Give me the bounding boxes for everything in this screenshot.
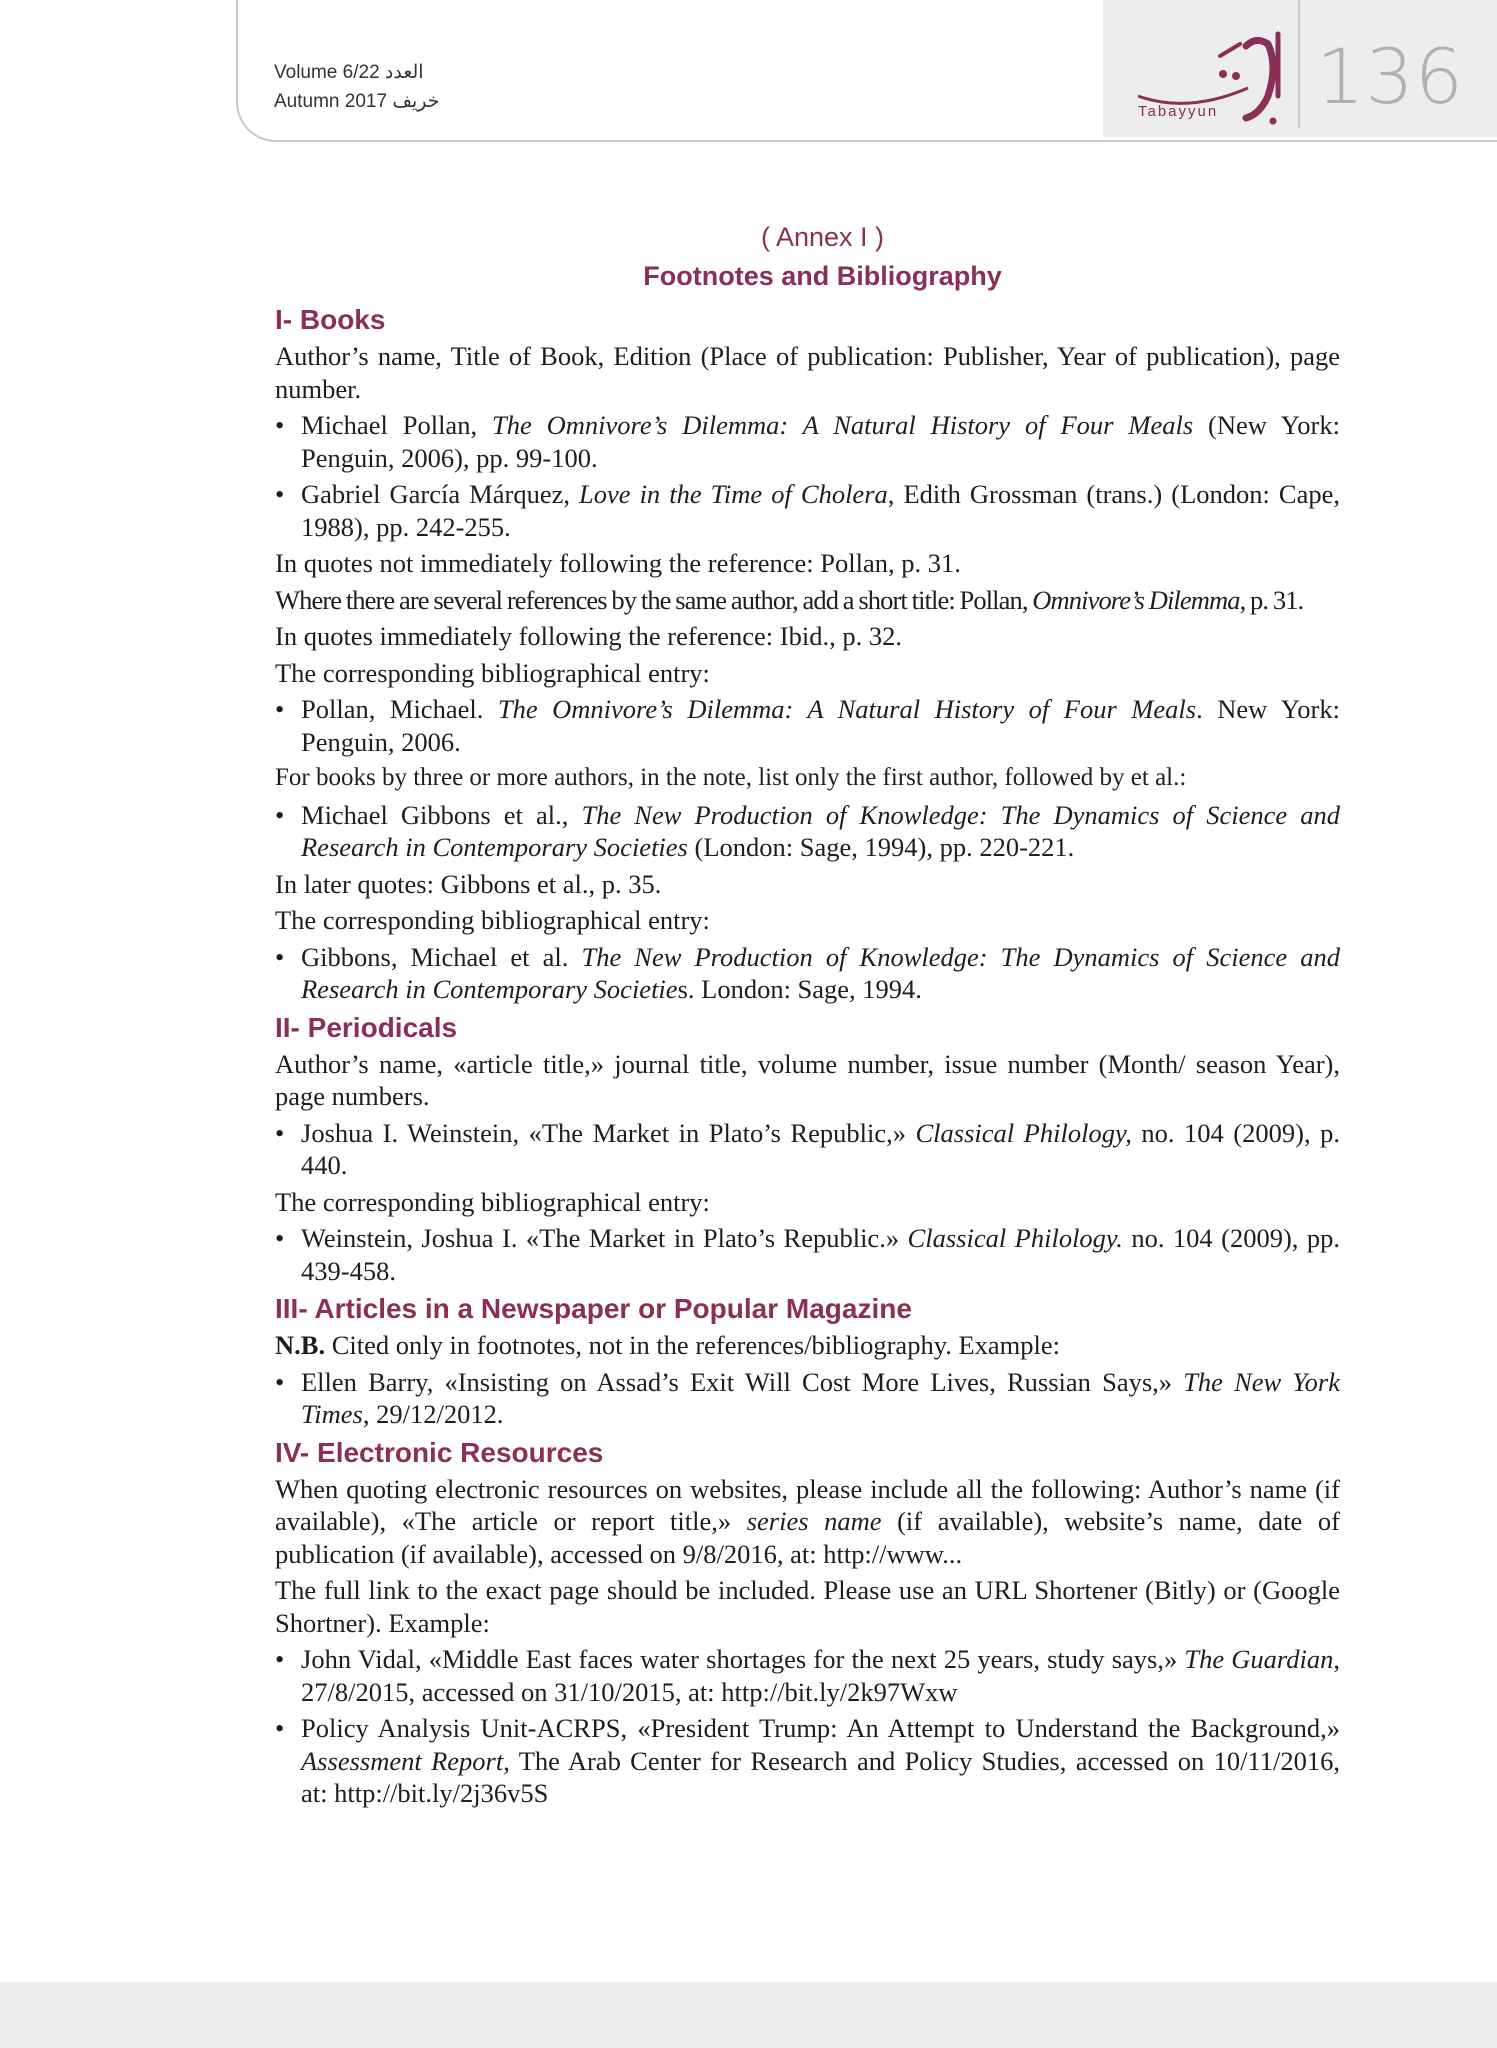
section-heading-newspaper: III- Articles in a Newspaper or Popular Magazine <box>275 1293 912 1324</box>
section-heading-books: I- Books <box>275 304 386 335</box>
footer-band <box>0 1982 1497 2048</box>
electronic-intro <box>275 1473 1340 1571</box>
list-item <box>275 1643 1340 1708</box>
logo-wordmark: Tabayyun <box>1138 103 1219 120</box>
annex-label: ( Annex I ) <box>760 222 885 252</box>
citation-text: Michael Pollan, <box>301 410 492 440</box>
citation-text: Ellen Barry, «Insisting on Assad’s Exit Will Cost More Lives, Russian Says,» <box>301 1366 1184 1397</box>
newspaper-note <box>275 1329 1340 1362</box>
citation-text: Gibbons, Michael et al. <box>301 941 582 972</box>
issue-info <box>274 58 440 116</box>
citation-title: Love in the Time of Cholera <box>579 479 888 509</box>
citation-text: Policy Analysis Unit-ACRPS, «President Trump: An Attempt to Understand the Background,» <box>301 1713 1340 1743</box>
books-note: The corresponding bibliographical entry: <box>275 657 710 688</box>
electronic-note: The full link to the exact page should be included. Please use an URL Shortener (Bitly) or (Google Shortner). Example: <box>275 1575 1340 1638</box>
intro-text: (if available), website’s name, date of publication (if available), accessed on 9/8/2016, at: http://www... <box>275 1506 1340 1569</box>
list-item <box>275 409 1340 474</box>
citation-text: (New York: Penguin, 2006), pp. 99-100. <box>301 410 1340 473</box>
note-text: , p. 31. <box>1239 584 1304 615</box>
books-note: For books by three or more authors, in the note, list only the first author, followed by et al.: <box>275 764 1187 791</box>
list-item <box>275 693 1340 758</box>
list-item <box>275 1117 1340 1182</box>
books-note <box>275 584 1340 617</box>
volume-line: Volume 6/22 العدد <box>274 62 424 83</box>
nb-text: Cited only in footnotes, not in the references/bibliography. Example: <box>325 1330 1061 1360</box>
intro-series: series name <box>746 1506 882 1536</box>
citation-text: , Edith Grossman (trans.) (London: Cape, 1988), pp. 242-255. <box>301 479 1340 542</box>
books-format: Author’s name, Title of Book, Edition (Place of publication: Publisher, Year of publication), page number. <box>275 341 1340 404</box>
list-item <box>275 1712 1340 1810</box>
citation-title: Assessment Report <box>301 1745 504 1776</box>
page-title: Footnotes and Bibliography <box>643 261 1002 291</box>
list-item <box>275 799 1340 864</box>
books-note: The corresponding bibliographical entry: <box>275 905 710 935</box>
citation-text: John Vidal, «Middle East faces water shortages for the next 25 years, study says,» <box>301 1644 1185 1674</box>
books-note: In quotes not immediately following the reference: Pollan, p. 31. <box>275 548 961 578</box>
nb-label: N.B. <box>275 1330 326 1360</box>
list-item <box>275 1366 1340 1431</box>
citation-text: s. London: Sage, 1994. <box>677 974 922 1004</box>
citation-text: , 27/8/2015, accessed on 31/10/2015, at: http://bit.ly/2k97Wxw <box>301 1644 1340 1707</box>
citation-text: Weinstein, Joshua I. «The Market in Plato’s Republic.» <box>301 1223 908 1253</box>
page-number: 136 <box>1316 32 1465 121</box>
citation-text: (London: Sage, 1994), pp. 220-221. <box>687 832 1075 862</box>
citation-text: Michael Gibbons et al., <box>301 799 582 830</box>
citation-title: The New Production of Knowledge: The Dynamics of Science and Research in Contemporary Societie <box>301 941 1340 1004</box>
intro-text: When quoting electronic resources on websites, please include all the following: Author’s name (if available), «The article or report title,» <box>275 1473 1340 1536</box>
citation-text: Joshua I. Weinstein, «The Market in Plato’s Republic,» <box>301 1117 916 1148</box>
citation-title: The New York Times <box>301 1366 1340 1429</box>
books-note: In later quotes: Gibbons et al., p. 35. <box>275 868 662 899</box>
periodicals-note: The corresponding bibliographical entry: <box>275 1186 710 1217</box>
note-text: Where there are several references by the same author, add a short title: Pollan, <box>275 584 1033 615</box>
citation-text: , 29/12/2012. <box>362 1399 504 1429</box>
citation-title: The New Production of Knowledge: The Dynamics of Science and Research in Contemporary Societies <box>301 799 1340 862</box>
list-item <box>275 478 1340 543</box>
header-divider <box>1298 0 1300 128</box>
citation-text: no. 104 (2009), pp. 439-458. <box>301 1223 1341 1286</box>
books-note: In quotes immediately following the reference: Ibid., p. 32. <box>275 621 902 651</box>
citation-text: Pollan, Michael. <box>301 694 498 724</box>
citation-text: no. 104 (2009), p. 440. <box>301 1117 1340 1180</box>
citation-text: . New York: Penguin, 2006. <box>301 694 1340 757</box>
citation-title: The Omnivore’s Dilemma: A Natural History of Four Meals <box>491 410 1194 440</box>
note-title: Omnivore’s Dilemma <box>1032 584 1240 615</box>
section-heading-electronic: IV- Electronic Resources <box>275 1436 604 1468</box>
citation-title: Classical Philology, <box>915 1117 1132 1148</box>
season-line: Autumn 2017 خريف <box>274 91 440 112</box>
list-item <box>275 1222 1340 1287</box>
citation-text: Gabriel García Márquez, <box>301 479 580 509</box>
list-item <box>275 941 1340 1006</box>
annex-content <box>275 218 1340 1814</box>
section-heading-periodicals: II- Periodicals <box>275 1011 458 1043</box>
citation-title: The Omnivore’s Dilemma: A Natural History of Four Meals <box>497 694 1197 724</box>
citation-text: , The Arab Center for Research and Policy Studies, accessed on 10/11/2016, at: http://bit.ly/2j36v5S <box>301 1745 1340 1808</box>
citation-title: Classical Philology. <box>907 1223 1123 1253</box>
citation-title: The Guardian <box>1184 1644 1334 1674</box>
periodicals-format: Author’s name, «article title,» journal title, volume number, issue number (Month/ season Year), page numbers. <box>275 1048 1340 1111</box>
